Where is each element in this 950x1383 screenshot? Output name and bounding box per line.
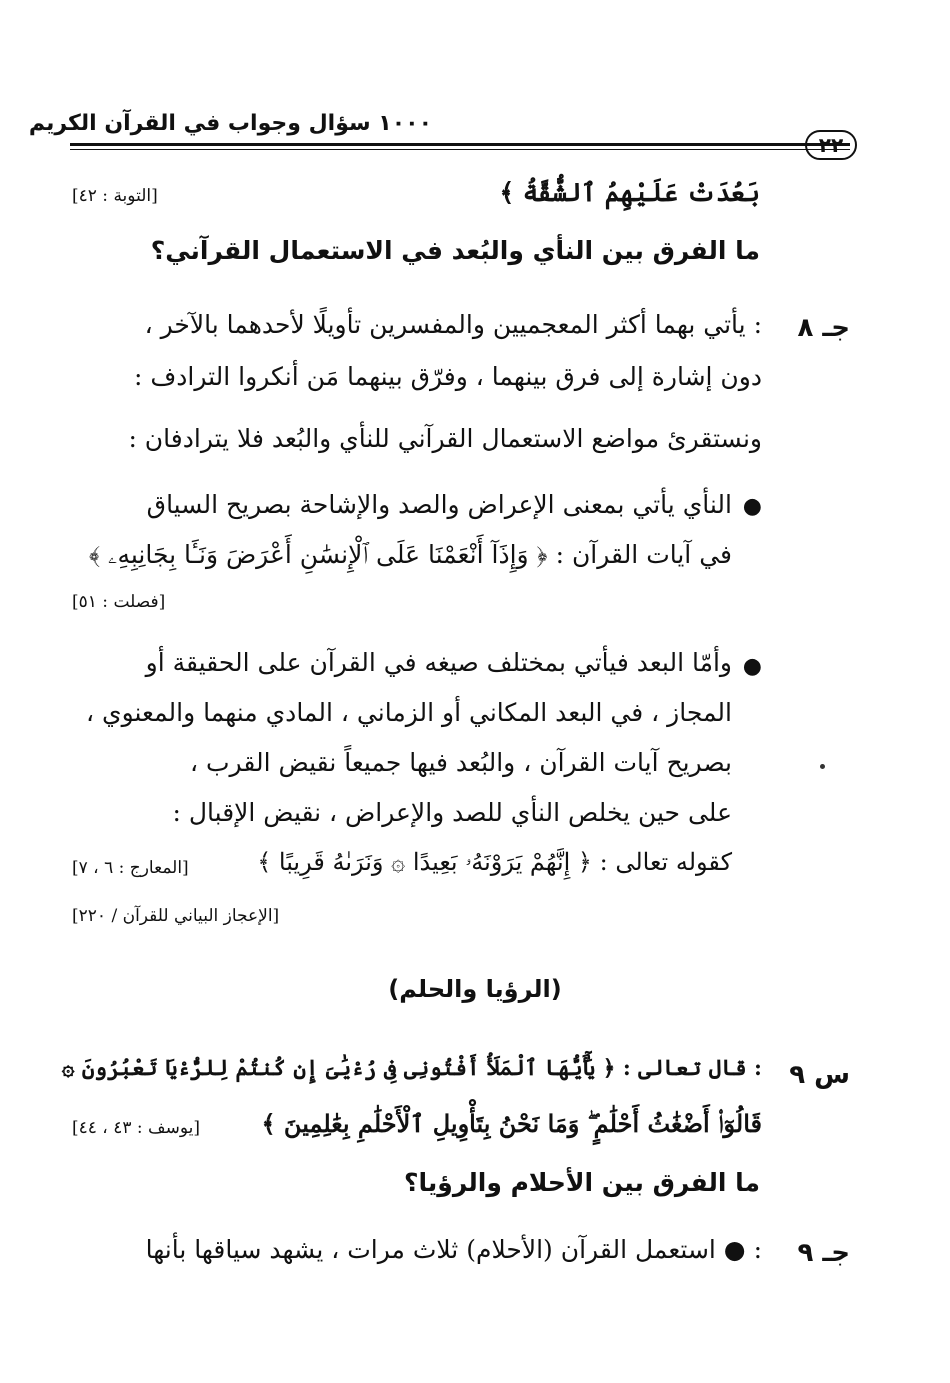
bullet-2-marker: ● [742,654,762,679]
question-9-text: ما الفرق بين الأحلام والرؤيا؟ [404,1168,760,1197]
question-9-line-2: قَالُوٓا۟ أَضْغَٰثُ أَحْلَٰمٍ ۖ وَمَا نَحْنُ بِتَأْوِيلِ ٱلْأَحْلَٰمِ بِعَٰلِمِينَ ﴾ [261,1109,762,1138]
question-9-reference: [يوسف : ٤٣ ، ٤٤] [72,1118,200,1138]
running-title: ١٠٠٠ سؤال وجواب في القرآن الكريم [28,111,432,136]
section-title: (الرؤيا والحلم) [388,975,562,1003]
answer-8-line-1: : يأتي بهما أكثر المعجميين والمفسرين تأويلًا لأحدهما بالآخر ، [144,310,762,339]
question-9-line-1: : قال تعالى : ﴿ يَٰٓأَيُّهَا ٱلْمَلَأُ أَفْتُونِى فِى رُءْيَٰىَ إِن كُنتُمْ لِلرُّءْيَا تَعْبُرُونَ ۞ [61,1056,762,1081]
answer-8-label: جـ ٨ [797,313,850,343]
bullet-1-line-1: النأي يأتي بمعنى الإعراض والصد والإشاحة بصريح السياق [146,490,732,519]
top-verse: بَعُدَتْ عَلَيْهِمُ ٱلشُّقَّةُ ﴾ [499,178,760,207]
answer-9-line-1: : ● استعمل القرآن (الأحلام) ثلاث مرات ، يشهد سياقها بأنها [145,1235,762,1264]
bullet-1-line-2: في آيات القرآن : ﴿ وَإِذَآ أَنْعَمْنَا عَلَى ٱلْإِنسَٰنِ أَعْرَضَ وَنَـَٔا بِجَانِبِهِۦ ﴾ [88,540,732,569]
bullet-1-marker: ● [742,494,762,519]
bullet-2-line-4: على حين يخلص النأي للصد والإعراض ، نقيض الإقبال : [172,798,732,827]
header-rule-thick [70,143,850,146]
question-8: ما الفرق بين النأي والبُعد في الاستعمال القرآني؟ [150,236,760,265]
bullet-2-line-2: المجاز ، في البعد المكاني أو الزماني ، المادي منهما والمعنوي ، [86,698,732,727]
answer-8-line-2: دون إشارة إلى فرق بينهما ، وفرّق بينهما مَن أنكروا الترادف : [133,362,762,391]
bullet-2-line-5: كقوله تعالى : ﴿ إِنَّهُمْ يَرَوْنَهُۥ بَعِيدًا ۞ وَنَرَىٰهُ قَرِيبًا ﴾ [257,848,732,876]
margin-dot [820,764,825,769]
answer-9-label: جـ ٩ [797,1238,850,1268]
page-number-badge: ٢٢ [805,130,857,160]
header-rule-thin [70,149,850,150]
top-verse-reference: [التوبة : ٤٢] [72,186,158,206]
bullet-2-line-3: بصريح آيات القرآن ، والبُعد فيها جميعاً نقيض القرب ، [190,748,732,777]
bullet-1-reference: [فصلت : ٥١] [72,592,166,612]
bullet-2-line-1: وأمّا البعد فيأتي بمختلف صيغه في القرآن على الحقيقة أو [145,648,732,677]
answer-8-line-3: ونستقرئ مواضع الاستعمال القرآني للنأي والبُعد فلا يترادفان : [128,424,762,453]
bullet-2-reference: [المعارج : ٦ ، ٧] [72,858,189,878]
source-reference: [الإعجاز البياني للقرآن / ٢٢٠] [72,906,280,926]
question-9-label: س ٩ [789,1060,850,1090]
